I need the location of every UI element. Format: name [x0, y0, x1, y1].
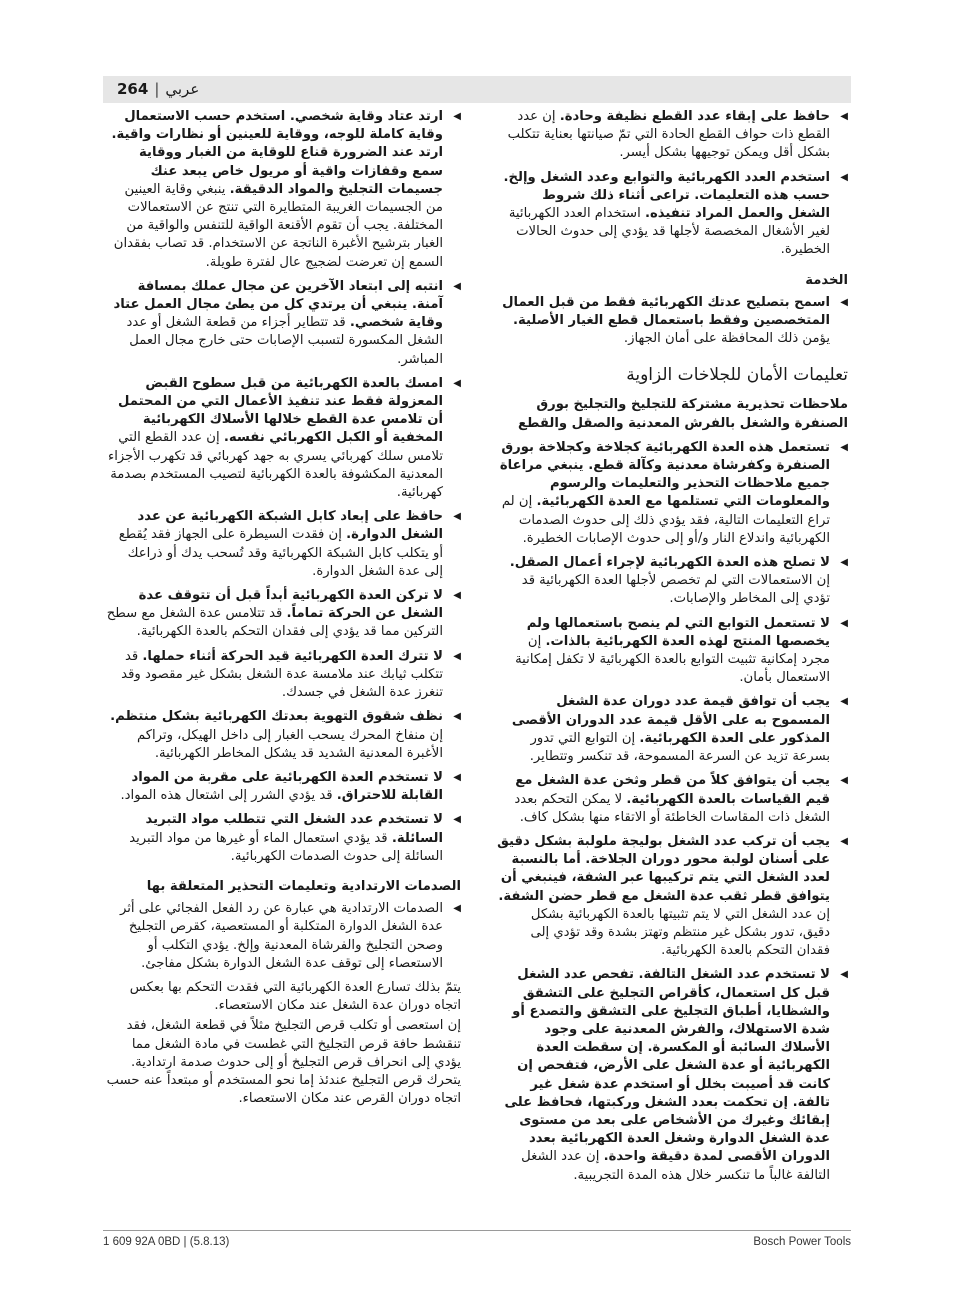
- triangle-bullet-icon: ◀: [840, 775, 848, 787]
- section-subtitle: ملاحظات تحذيرية مشتركة للتجليخ والتجليخ بورق الصنفرة والشغل بالفرش المعدنية والصقل والقطع: [518, 397, 848, 431]
- triangle-bullet-icon: ◀: [453, 377, 461, 389]
- page-footer: [103, 1230, 851, 1248]
- safety-item: [106, 278, 461, 369]
- safety-item: [496, 169, 848, 260]
- right-column: [496, 108, 848, 1191]
- item-body-text: لا يمكن التحكم بعدد الشغل ذات المقاسات الخاطئة أو الاتقاء منها بشكل كاف.: [514, 791, 830, 825]
- right-bottom-items: [496, 439, 848, 1185]
- triangle-bullet-icon: ◀: [453, 711, 461, 723]
- item-body-text: إن الاستعمالات التي لم تخصص لأجلها العدة الكهربائية قد تؤدي إلى المخاطر والإصابات.: [521, 573, 830, 607]
- item-body-text: ينبغي وقاية العينين من الجسيمات الغريبة المتطايرة التي تنتج عن الاستعمالات المختلفة. يجب أن تقوم الأقنعة الواقية للتنفس والواقية من الغبار بترشيح الأغبرة الناتجة عن الاستخدام. قد تصاب بفقدان السمع إن تعرضت لضجيج عال لفترة طويلة.: [113, 181, 443, 270]
- safety-item: [106, 648, 461, 703]
- item-body-text: إن عدد الشغل التالفة غالباً ما تنكسر خلال هذه المدة التجريبية.: [521, 1149, 830, 1183]
- safety-item: [106, 811, 461, 866]
- item-body-text: إن عدد القطع التي تلامس سلك كهربائي يسري به جهد كهربائي قد تكهرب الأجزاء المعدنية المكشوفة بالعدة الكهربائية لتصيب المستخدم بصدمة كهربائية.: [108, 430, 443, 501]
- triangle-bullet-icon: ◀: [840, 696, 848, 708]
- triangle-bullet-icon: ◀: [840, 111, 848, 122]
- item-body-text: إن التوابع التي تدور بسرعة تزيد عن السرعة المسموحة، قد تنكسر وتتطاير.: [529, 730, 830, 765]
- triangle-bullet-icon: ◀: [840, 835, 848, 847]
- item-bold-text: امسك بالعدة الكهربائية من قبل سطوح القبض المعزولة فقط عند تنفيذ الأعمال التي من المحتمل أن تلامس عدة القطع خلالها الأسلاك الكهربائية المخفية أو الكبل الكهربائي نفسه.: [118, 375, 443, 446]
- body-paragraph: يتمّ بذلك تسارع العدة الكهربائية التي فقدت التحكم بها بعكس اتجاه دوران عدة الشغل عند مكان الاستعصاء.: [129, 979, 461, 1014]
- item-body-text: قد يؤدي الشرر إلى اشتعال هذه المواد.: [120, 788, 337, 804]
- item-body-text: استخدام العدد الكهربائية لغير الأشغال المخصصة لأجلها قد يؤدي إلى حدوث الحالات الخطيرة.: [508, 206, 830, 258]
- item-body-text: قد يؤدي استعمال الماء أو غيرها من مواد التبريد السائلة إلى حدوث الصدمات الكهربائية.: [129, 830, 443, 864]
- safety-item: [106, 587, 461, 642]
- footer-brand: Bosch Power Tools: [753, 1236, 851, 1248]
- safety-item: [496, 439, 848, 548]
- safety-item: [106, 108, 461, 272]
- safety-item: [106, 508, 461, 581]
- safety-item: [106, 375, 461, 502]
- triangle-bullet-icon: ◀: [453, 590, 461, 602]
- triangle-bullet-icon: ◀: [453, 511, 461, 523]
- safety-item: [496, 693, 848, 766]
- item-bold-text: يجب أن توافق قيمة عدد دوران عدة الشغل المسموح به على الأقل قيمة عدد الدوران الأقصى المذكور على العدة الكهربائية.: [511, 694, 830, 746]
- left-items: [106, 108, 461, 866]
- triangle-bullet-icon: ◀: [453, 814, 461, 826]
- triangle-bullet-icon: ◀: [453, 650, 461, 662]
- section-title: تعليمات الأمان للجلاخات الزاوية: [626, 365, 848, 386]
- item-body-text: إن فقدت السيطرة على الجهاز فقد يُقطع أو يتكلب كابل الشبكة الكهربائية وقد تُسحب يدك أو ذراعك إلى عدة الشغل الدوارة.: [118, 527, 443, 579]
- page-header: [103, 76, 851, 103]
- triangle-bullet-icon: ◀: [453, 771, 461, 783]
- item-body-text: إن عدد الشغل التي لا يتم تثبيتها بالعدة الكهربائية بشكل دقيق، تدور بشكل غير منتظم وتهتز بشدة وقد تؤدي إلى فقدان التحكم بالعدة الكهربائية.: [530, 906, 830, 959]
- item-bold-text: لا تستعمل التوابع التي لم ينصح باستعمالها ولم يخصصها المنتج لهذه العدة الكهربائية بالذات.: [526, 615, 830, 649]
- safety-item: [496, 108, 848, 163]
- item-bold-text: لا تستخدم عدد الشغل التي تتطلب مواد التبريد السائلة.: [145, 812, 443, 846]
- triangle-bullet-icon: ◀: [840, 441, 848, 453]
- safety-item: [496, 615, 848, 688]
- right-top-items: [496, 108, 848, 260]
- item-bold-text: يجب أن يتوافق كلاً من قطر وثخن عدة الشغل مع قيم القياسات بالعدة الكهربائية.: [515, 773, 830, 807]
- triangle-bullet-icon: ◀: [840, 171, 848, 183]
- item-bold-text: حافظ على إبقاء عدد القطع نظيفة وحادة.: [559, 109, 830, 124]
- service-heading: الخدمة: [805, 272, 848, 288]
- item-bold-text: لا تركن العدة الكهربائية أبداً قبل أن تتوقف عدة الشغل عن الحركة تماماً.: [138, 588, 443, 622]
- safety-item: [496, 966, 848, 1184]
- item-bold-text: نظف شقوق التهوية بعدتك الكهربائية بشكل منتظم.: [110, 709, 443, 725]
- safety-item: [106, 900, 461, 973]
- triangle-bullet-icon: ◀: [840, 296, 848, 308]
- triangle-bullet-icon: ◀: [840, 617, 848, 629]
- item-bold-text: استخدم العدد الكهربائية والتوابع وعدد الشغل وإلخ. حسب هذه التعليمات. تراعى أثناء ذلك شروط الشغل والعمل المراد تنفيذه.: [503, 169, 830, 222]
- item-body-text: يؤمن ذلك المحافظة على أمان الجهاز.: [623, 331, 830, 347]
- item-body-text: الصدمات الارتدادية هي عبارة عن رد الفعل الفجائي على أثر عدة الشغل الدوارة المتكلبة أو المستعصية، كقرص التجليخ وصحن التجليخ والفرشاة المعدنية وإلخ. يؤدي التكلب أو الاستعصاء إلى توقف عدة الشغل الدوارة بشكل مفاجئ.: [119, 901, 443, 971]
- footer-doc-id: 1 609 92A 0BD | (5.8.13): [103, 1236, 230, 1248]
- safety-item: [106, 708, 461, 763]
- left-column: [106, 108, 461, 1110]
- triangle-bullet-icon: ◀: [453, 111, 461, 122]
- item-body-text: قد تتطاير أجزاء من قطعة الشغل أو عدد الشغل المكسورة لتسبب الإصابات حتى خارج مجال العمل المباشر.: [126, 315, 443, 367]
- item-bold-text: لا تترك العدة الكهربائية قيد الحركة أثناء حملها.: [142, 648, 443, 664]
- header-language: عربي: [165, 80, 200, 98]
- item-body-text: إن عدد القطع ذات حواف القطع الحادة التي تمّ صيانتها بعناية تتكلب بشكل أقل ويمكن توجيهها بشكل أيسر.: [507, 109, 830, 161]
- body-paragraph: إن استعصى أو تكلب قرص التجليخ مثلاً في قطعة الشغل، فقد تنقشط حافة قرص التجليخ التي غطست في مادة الشغل مما يؤدي إلى انحراف قرص التجليخ أو إلى حدوث صدمة ارتدادية. يتحرك قرص التجليخ عندئذ إما نحو المستخدم أو مبتعداً عنه حسب اتجاه دوران القرص عند مكان الاستعصاء.: [106, 1018, 461, 1107]
- safety-item: [496, 554, 848, 609]
- safety-item: [496, 833, 848, 960]
- service-items: [496, 294, 848, 349]
- triangle-bullet-icon: ◀: [453, 280, 461, 292]
- header-text: [117, 80, 199, 98]
- item-body-text: إن مجرد إمكانية تثبيت التوابع بالعدة الكهربائية لا تكفل إمكانية الاستعمال بأمان.: [515, 633, 830, 686]
- triangle-bullet-icon: ◀: [840, 969, 848, 981]
- header-separator: |: [154, 80, 160, 98]
- page-number: 264: [117, 80, 149, 98]
- safety-item: [496, 294, 848, 349]
- triangle-bullet-icon: ◀: [453, 903, 461, 915]
- item-body-text: قد تتكلب ثيابك عند ملامسة عدة الشغل بشكل غير مقصود وقد تنغرز عدة الشغل في جسدك.: [121, 648, 443, 701]
- kickback-paragraphs: [106, 979, 461, 1108]
- kickback-heading: الصدمات الارتدادية وتعليمات التحذير المتعلقة بها: [146, 878, 461, 894]
- safety-item: [496, 772, 848, 827]
- triangle-bullet-icon: ◀: [840, 557, 848, 569]
- kickback-items: [106, 900, 461, 973]
- item-body-text: إن لم تراع التعليمات التالية، فقد يؤدي ذلك إلى حدوث الصدمات الكهربائية واندلاع النار و/أو إلى حدوث الإصابات الخطيرة.: [501, 494, 830, 546]
- item-bold-text: انتبه إلى ابتعاد الآخرين عن مجال عملك بمسافة آمنة. ينبغي أن يرتدي كل من يطئ مجال العمل عتاد وقاية شخصي.: [113, 278, 443, 331]
- safety-item: [106, 769, 461, 805]
- item-bold-text: لا تستخدم عدد الشغل التالفة. تفحص عدد الشغل قبل كل استعمال، كأقراص التجليخ على التشقق والشظايا، أطباق التجليخ على التشقق والتصدع أو شدة الاستهلاك، والفرش المعدنية على وجود الأسلاك السائبة أو المكسرة. إن سقطت العدة الكهربائية أو عدة الشغل على الأرض، فتفحص إن كانت قد أصيبت بخلل أو استخدم عدة شغل غير تالفة. إن تحكمت بعدد الشغل وركبتها، فحافظ على إبقائك وغيرك من الأشخاص على بعد من مستوى عدة الشغل الدوارة وشغل العدة الكهربائية بعدد الدوران الأقصى لمدة دقيقة واحدة.: [504, 967, 830, 1165]
- item-bold-text: لا تستخدم العدة الكهربائية على مقربة من المواد القابلة للاحتراق.: [131, 769, 443, 804]
- item-bold-text: لا تصلح هذه العدة الكهربائية لإجراء أعمال الصقل.: [509, 555, 830, 571]
- item-bold-text: تستعمل هذه العدة الكهربائية كجلاخة وكجلاخة بورق الصنفرة وكفرشاة معدنية وكآلة قطع. ينبغي مراعاة جميع ملاحظات التحذير والتعليمات والرسوم والمعلومات التي تستلمها مع العدة الكهربائية.: [499, 439, 830, 510]
- item-body-text: إن منفاخ المحرك يسحب الغبار إلى داخل الهيكل، وتراكم الأغبرة المعدنية الشديد قد يشكل المخاطر الكهربائية.: [136, 727, 443, 761]
- item-bold-text: اسمح بتصليح عدتك الكهربائية فقط من قبل العمال المتخصصين وفقط باستعمال قطع الغيار الأصلية.: [502, 294, 830, 329]
- item-bold-text: حافظ على إبعاد كابل الشبكة الكهربائية عن عدد الشغل الدوارة.: [137, 509, 443, 543]
- item-bold-text: يجب أن تركب عدد الشغل بوليجة ملولبة بشكل دقيق على أسنان لولبة محور دوران الجلاخة. أما بالنسبة لعدد الشغل التي يتم تركيبها عبر الشفة، فينبغي أن يتوافق قطر ثقب عدة الشغل مع قطر حضن الشفة.: [497, 833, 830, 904]
- item-bold-text: ارتد عتاد وقاية شخصي. استخدم حسب الاستعمال وقاية كاملة للوجه، ووقاية للعينين أو نظارات واقية. ارتد عند الضرورة قناع للوقاية من الغبار ووقاية سمع وقفازات واقية أو مريول خاص يبعد عنك جسيمات التجليخ والمواد الدقيقة.: [111, 109, 443, 197]
- item-body-text: قد تتلامس عدة الشغل مع سطح التركين مما قد يؤدي إلى فقدان التحكم بالعدة الكهربائية.: [106, 606, 443, 640]
